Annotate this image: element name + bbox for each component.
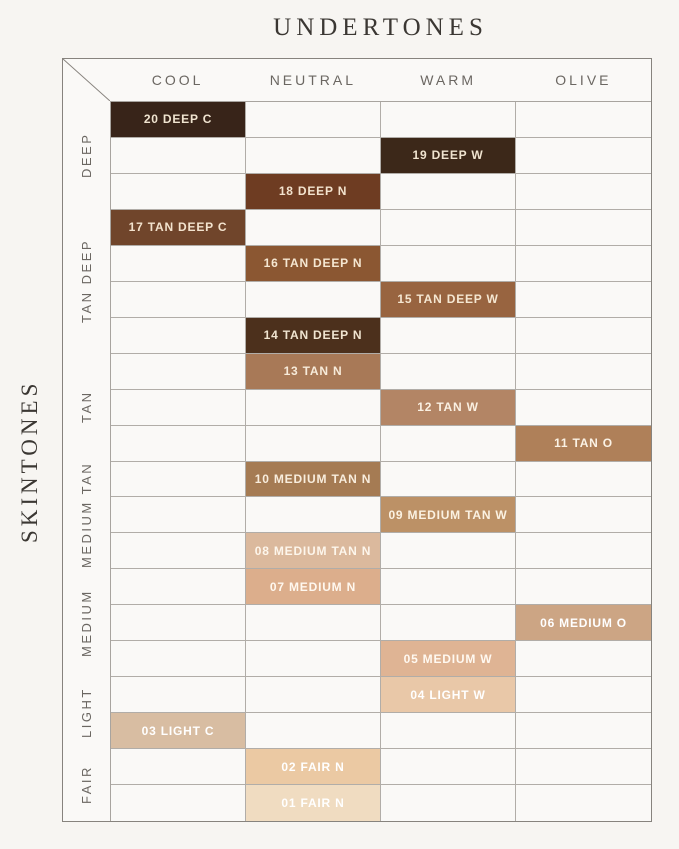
empty-cell — [516, 713, 651, 749]
corner-diagonal-line — [63, 59, 110, 101]
shade-chart — [62, 58, 652, 822]
empty-cell — [516, 318, 651, 354]
empty-cell — [246, 102, 381, 138]
column-header-warm: WARM — [420, 72, 477, 88]
row-group-label-deep: DEEP — [79, 132, 94, 178]
empty-cell — [516, 354, 651, 390]
empty-cell — [246, 605, 381, 641]
empty-cell — [516, 246, 651, 282]
shade-cell: 19 DEEP W — [381, 138, 516, 174]
empty-cell — [381, 462, 516, 498]
empty-cell — [111, 677, 246, 713]
empty-cell — [111, 785, 246, 821]
empty-cell — [381, 569, 516, 605]
empty-cell — [381, 318, 516, 354]
empty-cell — [381, 354, 516, 390]
row-group-label-medium-tan: MEDIUM TAN — [79, 461, 94, 569]
empty-cell — [246, 282, 381, 318]
empty-cell — [381, 174, 516, 210]
empty-cell — [381, 785, 516, 821]
shade-grid — [110, 101, 651, 821]
empty-cell — [516, 138, 651, 174]
empty-cell — [111, 462, 246, 498]
skintone-group-labels — [63, 101, 110, 821]
shade-cell: 16 TAN DEEP N — [246, 246, 381, 282]
empty-cell — [381, 210, 516, 246]
empty-cell — [516, 749, 651, 785]
shade-cell: 12 TAN W — [381, 390, 516, 426]
empty-cell — [111, 533, 246, 569]
empty-cell — [111, 318, 246, 354]
shade-cell: 02 FAIR N — [246, 749, 381, 785]
empty-cell — [111, 282, 246, 318]
undertone-header-row — [110, 59, 651, 101]
empty-cell — [111, 246, 246, 282]
empty-cell — [381, 605, 516, 641]
shade-cell: 20 DEEP C — [111, 102, 246, 138]
shade-cell: 15 TAN DEEP W — [381, 282, 516, 318]
column-header-cool: COOL — [151, 72, 204, 88]
empty-cell — [246, 390, 381, 426]
empty-cell — [516, 533, 651, 569]
empty-cell — [246, 138, 381, 174]
row-group-label-light: LIGHT — [79, 687, 94, 739]
shade-cell: 06 MEDIUM O — [516, 605, 651, 641]
empty-cell — [516, 641, 651, 677]
empty-cell — [516, 102, 651, 138]
empty-cell — [111, 174, 246, 210]
empty-cell — [111, 569, 246, 605]
shade-cell: 18 DEEP N — [246, 174, 381, 210]
empty-cell — [516, 390, 651, 426]
shade-cell: 14 TAN DEEP N — [246, 318, 381, 354]
column-header-olive: OLIVE — [555, 72, 612, 88]
empty-cell — [381, 749, 516, 785]
empty-cell — [246, 497, 381, 533]
empty-cell — [516, 282, 651, 318]
shade-cell: 10 MEDIUM TAN N — [246, 462, 381, 498]
column-header-neutral: NEUTRAL — [269, 72, 357, 88]
shade-cell: 09 MEDIUM TAN W — [381, 497, 516, 533]
empty-cell — [246, 210, 381, 246]
shade-cell: 08 MEDIUM TAN N — [246, 533, 381, 569]
empty-cell — [246, 641, 381, 677]
empty-cell — [516, 462, 651, 498]
shade-cell: 01 FAIR N — [246, 785, 381, 821]
page-title: UNDERTONES — [273, 14, 488, 41]
empty-cell — [111, 641, 246, 677]
empty-cell — [516, 785, 651, 821]
empty-cell — [246, 426, 381, 462]
empty-cell — [246, 713, 381, 749]
empty-cell — [111, 138, 246, 174]
shade-cell: 17 TAN DEEP C — [111, 210, 246, 246]
empty-cell — [516, 210, 651, 246]
empty-cell — [381, 426, 516, 462]
empty-cell — [111, 390, 246, 426]
shade-cell: 04 LIGHT W — [381, 677, 516, 713]
empty-cell — [111, 605, 246, 641]
empty-cell — [246, 677, 381, 713]
shade-cell: 11 TAN O — [516, 426, 651, 462]
empty-cell — [516, 174, 651, 210]
shade-cell: 05 MEDIUM W — [381, 641, 516, 677]
empty-cell — [516, 497, 651, 533]
empty-cell — [111, 497, 246, 533]
shade-cell: 07 MEDIUM N — [246, 569, 381, 605]
empty-cell — [111, 749, 246, 785]
empty-cell — [381, 246, 516, 282]
side-title: SKINTONES — [17, 379, 42, 543]
row-group-label-medium: MEDIUM — [79, 589, 94, 657]
empty-cell — [516, 569, 651, 605]
empty-cell — [111, 426, 246, 462]
empty-cell — [381, 533, 516, 569]
row-group-label-fair: FAIR — [79, 765, 94, 805]
empty-cell — [111, 354, 246, 390]
shade-cell: 13 TAN N — [246, 354, 381, 390]
row-group-label-tan: TAN — [79, 390, 94, 424]
empty-cell — [381, 713, 516, 749]
corner-cell — [63, 59, 110, 101]
shade-cell: 03 LIGHT C — [111, 713, 246, 749]
empty-cell — [516, 677, 651, 713]
row-group-label-tan-deep: TAN DEEP — [79, 238, 94, 324]
empty-cell — [381, 102, 516, 138]
